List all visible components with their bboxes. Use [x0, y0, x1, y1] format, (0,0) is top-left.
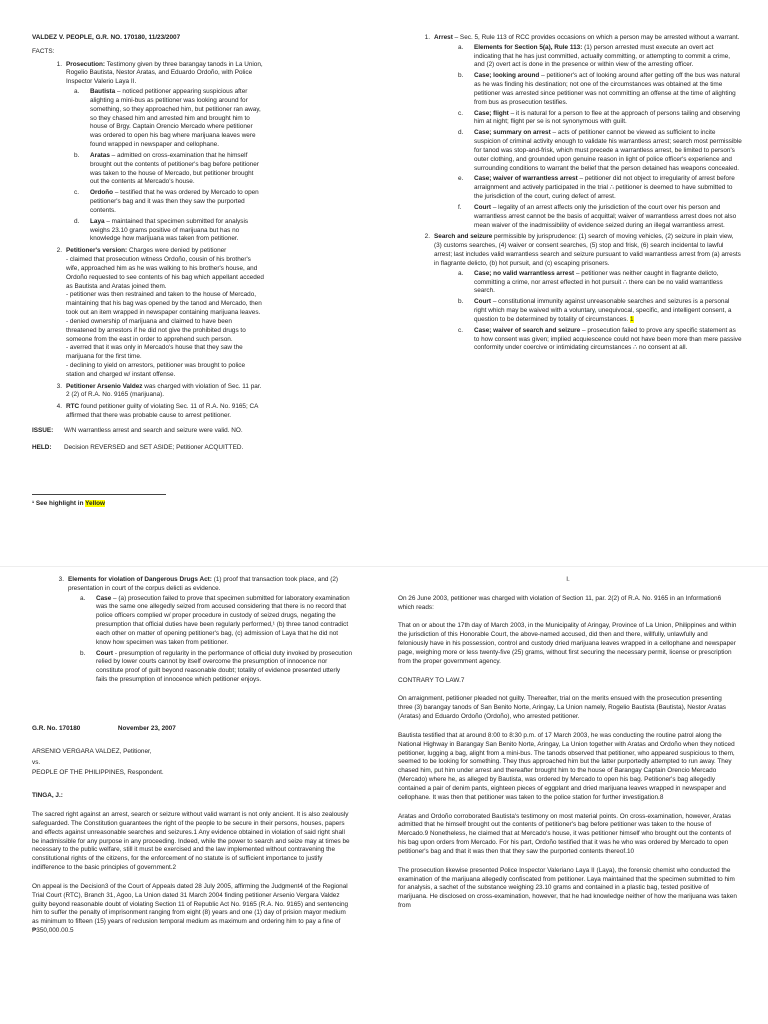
item-heading: Petitioner Arsenio Valdez — [66, 382, 143, 390]
page1-right-column — [418, 34, 742, 356]
highlight-mark: 1 — [629, 315, 634, 323]
item-heading: Elements for violation of Dangerous Drugs Act: — [68, 576, 212, 583]
item-heading: Arrest — [434, 34, 453, 41]
held-item-2 — [424, 233, 742, 353]
sub-item: d. Laya – maintained that specimen submitted for analysis weighs 23.10 grams positive of marijuana but has no knowledge how marijuana was taken from petitioner. — [74, 217, 249, 243]
sub-item: b. Court - presumption of regularity in the performance of official duty invoked by prosecution relied by lower courts cannot by itself overcome the presumption of innocence nor constitute proof of guilt beyond reasonable doubt; totality of evidence presented utterly fails the presumption of innocence which petitioner enjoys. — [80, 649, 352, 684]
issue-text: W/N warrantless arrest and search and seizure were valid. NO. — [64, 426, 243, 434]
case-header — [32, 725, 352, 801]
item-text: was charged with violation of Sec. 11 par. 2 (2) of R.A. No. 9165 (marijuana). — [66, 382, 262, 399]
sub-item: b. Court – constitutional immunity against unreasonable searches and seizures is a personal right which may be waived with a voluntary, unequivocal, specific, and intelligent consent, a question to be determined by totality of circumstances. 1 — [458, 298, 732, 323]
page2-right-column — [398, 576, 738, 916]
item-number: 3. — [56, 382, 62, 390]
dash-line: - averred that it was only in Mercado's house that they saw the marijuana for the first time. — [66, 344, 243, 361]
petitioner-name: ARSENIO VERGARA VALDEZ, — [32, 747, 122, 755]
sub-item: b. Aratas – admitted on cross-examination that he himself brought out the contents of petitioner's bag before petitioner was taken to the house of Mercado, but petitioner brought out the contents at Mercado's house. — [74, 151, 259, 186]
page-divider — [0, 566, 768, 567]
item-text: permissible by jurisprudence: (1) search of moving vehicles, (2) seizure in plain view, (3) customs searches, (4) waiver or consent searches, (5) stop and frisk, (6) search incidental to lawful arrest; last includes valid warrantless search and seizure pursuant to valid warrantless arrest from (a) arrests in flagrante delicto, (b) hot pursuit, and (c) escaping prisoners. — [434, 233, 741, 267]
elements-list — [32, 576, 352, 685]
item-heading: Prosecution: — [66, 60, 106, 68]
item-text: (1) proof that transaction took place, and (2) presentation in court of the corpus delicti as evidence. — [68, 576, 339, 592]
sub-item: a. Case – (a) prosecution failed to prove that specimen submitted for laboratory examination was the same one allegedly seized from accused considering that there is no record that police officers complied w/ proper procedure in custody of seized drugs, negating the presumption that official duties have been regularly performed,¹ (b) three tanod contradict each other on matter of opening petitioner's bag, (c) admission of Laya that he did not know how specimen was taken from petitioner. — [80, 594, 350, 646]
decision-paragraph: On appeal is the Decision3 of the Court of Appeals dated 28 July 2005, affirming the Judgment4 of the Regional Trial Court (RTC), Branch 31, Agoo, La Union dated 31 March 2004 finding petitioner Arsenio Vergara Valdez guilty beyond reasonable doubt of violating Section 11 of Republic Act No. 9165 (R.A. No. 9165) and sentencing him to suffer the penalty of imprisonment ranging from eight (8) years and one (1) day of prision mayor medium as minimum to fifteen (15) years of reclusion temporal medium as maximum and ordering him to pay a fine of ₱350,000.00.5 — [32, 882, 349, 935]
held-item-1 — [424, 34, 742, 230]
facts-item-4 — [56, 403, 264, 421]
case-title: VALDEZ V. PEOPLE, G.R. NO. 170180, 11/23/2007 — [32, 34, 181, 41]
facts-item-1 — [56, 60, 264, 245]
versus: vs. — [32, 758, 41, 766]
sub-item: a. Case; no valid warrantless arrest – petitioner was neither caught in flagrante delicto, committing a crime, nor arrest effected in hot pursuit ∴ there can be no valid warrantless search. — [458, 269, 723, 295]
sub-item: f. Court – legality of an arrest affects only the jurisdiction of the court over his person and warrantless arrest cannot be the basis of acquittal; waiver of warrantless arrest does not also mean waiver of the inadmissibility of evidence seized during an illegal warrantless arrest. — [458, 203, 737, 229]
section-roman: I. — [566, 576, 570, 583]
held-text: Decision REVERSED and SET ASIDE; Petitioner ACQUITTED. — [64, 443, 244, 451]
item-text: – Sec. 5, Rule 113 of RCC provides occasions on which a person may be arrested without a warrant. — [452, 34, 740, 41]
sub-item: a. Bautista – noticed petitioner appearing suspicious after alighting a mini-bus as petitioner was looking around for something, so they approached him, but petitioner ran away, so they chased him and arrested him and brought him to house of Brgy. Captain Orencio Mercado where petitioner was ordered to open his bag where marijuana leaves were found wrapped in newspaper and cellophane. — [74, 88, 261, 149]
sub-item: e. Case; waiver of warrantless arrest – petitioner did not object to irregularity of arrest before arraignment and actively participated in the trial ∴ petitioner is deemed to have submitted to the jurisdiction of the court, curing defect of arrest. — [458, 175, 735, 201]
sub-item: c. Case; flight – it is natural for a person to flee at the approach of persons tailing and observing him at night; flight per se is not synonymous with guilt. — [458, 109, 741, 126]
facts-item-2 — [56, 247, 264, 379]
item-text: found petitioner guilty of violating Sec. 11 of R.A. No. 9165; CA affirmed that there was probable cause to arrest petitioner. — [66, 403, 259, 420]
decision-date: November 23, 2007 — [117, 724, 176, 732]
item-number: 4. — [56, 403, 62, 411]
facts-list — [32, 61, 264, 421]
ponente: TINGA, J.: — [32, 792, 63, 800]
decision-paragraph: Bautista testified that at around 8:00 to 8:30 p.m. of 17 March 2003, he was conducting the routine patrol along the National Highway in Barangay San Benito Norte, Aringay, La Union together with Aratas and Ordoño when they noticed petitioner, lugging a bag, alight from a mini-bus. The tanods observed that petitioner, who appeared suspicious to them, seemed to be looking for something. They thus approached him but the latter purportedly attempted to run away. They chased him, put him under arrest and thereafter brought him to the house of Barangay Captain Orencio Mercado (Mercado) where he, as alleged by Bautista, was ordered by Mercado to open his bag. Petitioner's bag allegedly contained a pair of denim pants, eighteen pieces of eggplant and dried marijuana leaves wrapped in newspaper and cellophane. It was then that petitioner was taken to the police station for further investigation.8 — [398, 731, 735, 801]
sub-item: c. Ordoño – testified that he was ordered by Mercado to open petitioner's bag and it was then they saw the purported contents. — [74, 189, 259, 214]
item-number: 1. — [56, 60, 62, 68]
dash-line: - denied ownership of marijuana and claimed to have been threatened by arrestors if he did not give the prohibited drugs to someone from the east in order to apprehend such person. — [66, 317, 246, 343]
held-list — [418, 34, 742, 353]
item-text: Testimony given by three barangay tanods in La Union, Rogelio Bautista, Nestor Aratas, and Eduardo Ordoño, with Police Inspector Valerio Laya II. — [66, 60, 263, 86]
decision-paragraph: The sacred right against an arrest, search or seizure without valid warrant is not only ancient. It is also zealously safeguarded. The Constitution guarantees the right of the people to be secure in their persons, houses, papers and effects against unreasonable searches and seizures.1 Any evidence obtained in violation of said right shall be inadmissible for any purpose in any proceeding. Indeed, while the power to search and seize may at times be necessary to the public welfare, still it must be exercised and the law implemented without contravening the constitutional rights of the citizens, for the enforcement of no statute is of sufficient importance to justify indifference to the basic principles of government.2 — [32, 811, 350, 872]
sub-item: a. Elements for Section 5(a), Rule 113: (1) person arrested must execute an overt act indicating that he has just committed, actually committing, or attempting to commit a crime, and (2) overt act is done in the presence or within view of the arresting officer. — [458, 43, 731, 69]
item-heading: Petitioner's version: — [66, 247, 128, 255]
dash-line: - claimed that prosecution witness Ordoño, cousin of his brother's wife, approached him as he was walking to his brother's house, and Ordoño requested to see contents of his bag which appellant acceded as Bautista and Aratas joined them. — [66, 256, 264, 290]
issue-row — [32, 427, 264, 436]
respondent-role: Respondent. — [125, 769, 164, 777]
footnote-text: ¹ See highlight in — [32, 500, 86, 507]
facts-label: FACTS: — [32, 47, 55, 55]
item-number: 1. — [424, 34, 430, 41]
information-text: That on or about the 17th day of March 2003, in the Municipality of Aringay, Province of La Union, Philippines and within the jurisdiction of this Honorable Court, the above-named accused, did then and there, willfully, unlawfully and feloniously have in his possession, control and custody dried marijuana leaves wrapped in a cellophane and newspaper page, weighing more or less twenty-five (25) grams, without first securing the necessary permit, license or prescription from the proper government agency. — [398, 622, 737, 665]
page2-left-column — [32, 576, 352, 941]
elements-item-3 — [58, 576, 352, 685]
item-text: Charges were denied by petitioner — [127, 247, 227, 255]
issue-label: ISSUE: — [32, 426, 54, 434]
held-label: HELD: — [32, 443, 52, 451]
facts-item-3 — [56, 382, 264, 401]
page1-left-column — [32, 34, 264, 461]
sub-item: c. Case; waiver of search and seizure – prosecution failed to prove any specific statement as to how consent was given; implied acquiescence could not have been more than mere passive conformity under coercive or intimidating circumstances ∴ no consent at all. — [458, 326, 742, 352]
item-number: 2. — [424, 233, 430, 241]
decision-paragraph: On arraignment, petitioner pleaded not guilty. Thereafter, trial on the merits ensued with the prosecution presenting three (3) barangay tanods of San Benito Norte, Aringay, La Union namely, Rogelio Bautista (Bautista), Nestor Aratas (Aratas) and Eduardo Ordoño (Ordoño), who arrested petitioner. — [398, 695, 726, 721]
footnote-highlight: Yellow — [85, 500, 106, 507]
petitioner-role: Petitioner, — [121, 747, 152, 755]
held-row — [32, 444, 264, 453]
decision-paragraph: The prosecution likewise presented Police Inspector Valeriano Laya II (Laya), the forensic chemist who conducted the examination of the marijuana allegedly confiscated from petitioner. Laya maintained that the specimen submitted to him for analysis, a sachet of the substance weighing 23.10 grams and contained in a plastic bag, tested positive of marijuana. He disclosed on cross-examination, however, that he had knowledge neither of how the marijuana was taken from — [398, 866, 737, 910]
item-number: 3. — [58, 576, 64, 583]
dash-line: - petitioner was then restrained and taken to the house of Mercado, maintaining that his bag was opened by the tanod and Mercado, then took out an item wrapped in newspaper containing marijuana leaves. — [66, 291, 262, 317]
footnote-rule — [32, 494, 166, 495]
decision-paragraph: Aratas and Ordoño corroborated Bautista's testimony on most material points. On cross-examination, however, Aratas admitted that he himself brought out the contents of petitioner's bag before petitioner was taken to the house of Mercado.9 Nonetheless, he claimed that at Mercado's house, it was petitioner himself who brought out the contents of his bag upon orders from Mercado. For his part, Ordoño testified that it was he who was ordered by Mercado to open petitioner's bag and that it was then that they saw the purported contents thereof.10 — [398, 812, 732, 855]
respondent-name: PEOPLE OF THE PHILIPPINES, — [32, 769, 126, 777]
sub-item: b. Case; looking around – petitioner's act of looking around after getting off the bus was natural as he was finding his destination; not one of the circumstances was obtained at the time petitioner was arrested since petitioner was not committing an offense at the time of alighting from bus as prosecution testifies. — [458, 72, 740, 106]
item-number: 2. — [56, 247, 62, 255]
dash-line: - declining to yield on arrestors, petitioner was brought to police station and charged w/ instant offense. — [66, 361, 246, 378]
item-heading: RTC — [66, 403, 80, 411]
item-heading: Search and seizure — [434, 233, 493, 241]
sub-item: d. Case; summary on arrest – acts of petitioner cannot be viewed as sufficient to incite suspicion of criminal activity enough to validate his warrantless arrest; search most permissible for tanod was stop-and-frisk, which must precede a warrantless arrest, be limited to person's outer clothing, and grounded upon genuine reason in light of police officer's experience and surrounding conditions to warrant the belief that the person detained has weapons concealed. — [458, 129, 742, 172]
gr-number: G.R. No. 170180 — [32, 724, 81, 732]
decision-paragraph: On 26 June 2003, petitioner was charged with violation of Section 11, par. 2(2) of R.A. No. 9165 in an Information6 which reads: — [398, 594, 722, 611]
contrary-to-law: CONTRARY TO LAW.7 — [398, 676, 465, 684]
footnote — [32, 500, 264, 509]
